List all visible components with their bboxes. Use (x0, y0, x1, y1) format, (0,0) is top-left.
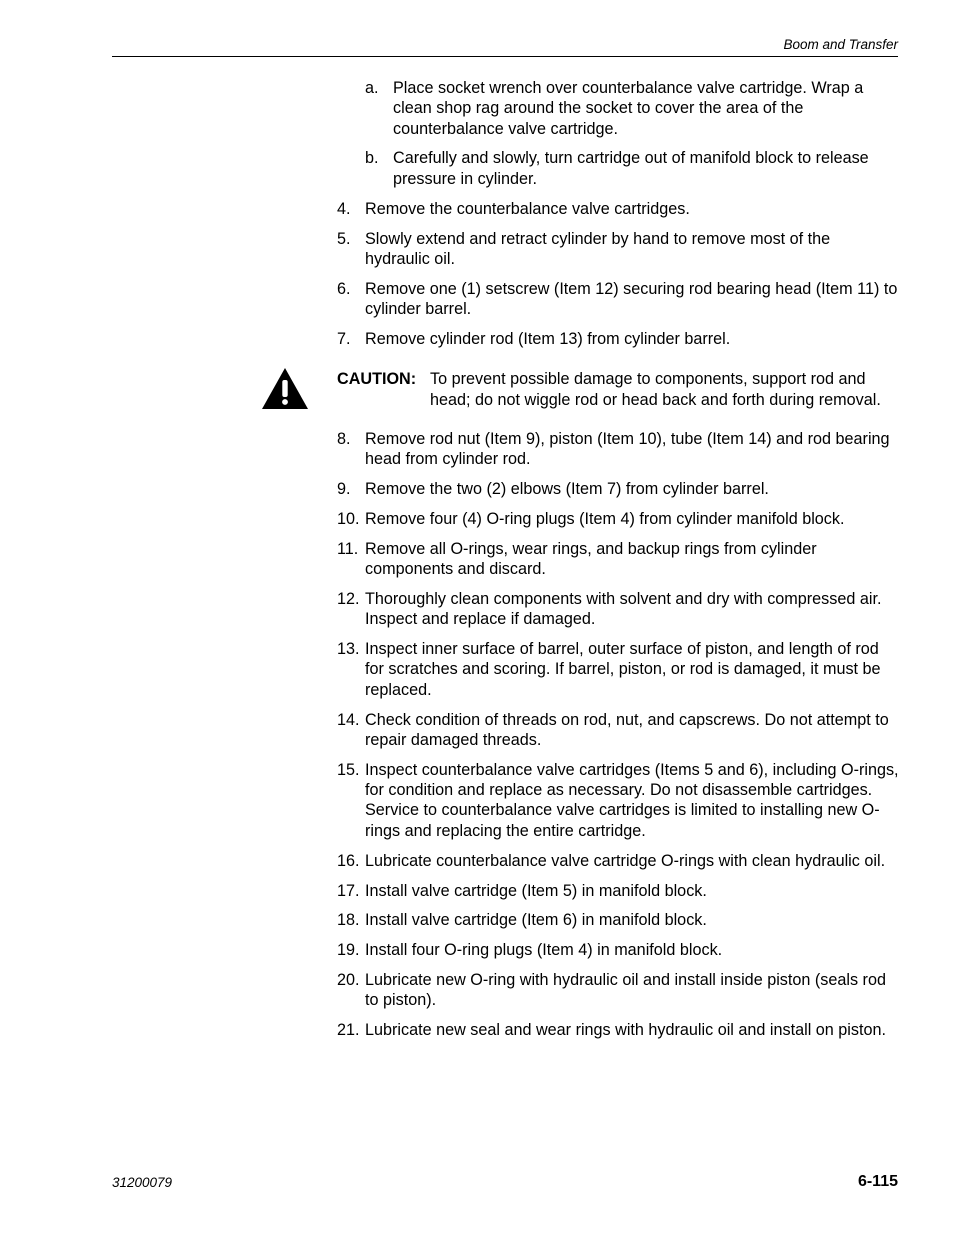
step-4 (337, 199, 899, 219)
step-number: 8. (337, 429, 351, 448)
step-number: 5. (337, 229, 351, 248)
step-number: 16. (337, 851, 360, 870)
caution-label: CAUTION: (337, 370, 417, 389)
step-10 (337, 509, 899, 529)
step-number: 17. (337, 881, 360, 900)
step-6 (337, 279, 899, 320)
step-number: 9. (337, 480, 351, 499)
caution-text: To prevent possible damage to components, support rod and head; do not wiggle rod or head back and forth during removal. (430, 370, 881, 409)
step-text: Lubricate new seal and wear rings with hydraulic oil and install on piston. (365, 1021, 886, 1040)
step-number: 6. (337, 279, 351, 298)
step-text: Check condition of threads on rod, nut, and capscrews. Do not attempt to repair damaged threads. (365, 710, 889, 749)
step-13 (337, 639, 899, 700)
step-7 (337, 329, 899, 349)
caution-block (337, 369, 899, 410)
step-18 (337, 910, 899, 930)
step-21 (337, 1020, 899, 1040)
step-text: Inspect counterbalance valve cartridges (Items 5 and 6), including O-rings, for condition and replace as necessary. Do not disassemble cartridges. Service to counterbalance valve cartridges is limited to installing new O-rings and replacing the entire cartridge. (365, 760, 899, 840)
step-20 (337, 970, 899, 1011)
step-text: Lubricate new O-ring with hydraulic oil and install inside piston (seals rod to piston). (365, 971, 886, 1010)
step-text: Slowly extend and retract cylinder by hand to remove most of the hydraulic oil. (365, 229, 831, 268)
step-text: Inspect inner surface of barrel, outer surface of piston, and length of rod for scratches and scoring. If barrel, piston, or rod is damaged, it must be replaced. (365, 640, 881, 699)
step-text: Remove one (1) setscrew (Item 12) securing rod bearing head (Item 11) to cylinder barrel. (365, 279, 898, 319)
step-text: Lubricate counterbalance valve cartridge O-rings with clean hydraulic oil. (365, 851, 886, 870)
step-text: Remove the two (2) elbows (Item 7) from cylinder barrel. (365, 480, 769, 499)
substep-a (365, 78, 899, 139)
step-14 (337, 710, 899, 751)
substep-b (365, 148, 899, 189)
substep-label: b. (365, 149, 379, 168)
step-17 (337, 881, 899, 901)
substep-text: Place socket wrench over counterbalance valve cartridge. Wrap a clean shop rag around the socket to cover the area of the counterbalance valve cartridge. (393, 79, 864, 138)
step-15 (337, 760, 899, 841)
step-number: 15. (337, 760, 360, 779)
step-number: 21. (337, 1021, 360, 1040)
step-11 (337, 539, 899, 580)
step-text: Remove the counterbalance valve cartridges. (365, 199, 690, 218)
step-number: 20. (337, 971, 360, 990)
substep-text: Carefully and slowly, turn cartridge out of manifold block to release pressure in cylinder. (393, 149, 869, 188)
step-number: 4. (337, 199, 351, 218)
procedure-content (337, 78, 899, 1050)
step-number: 7. (337, 329, 351, 348)
step-text: Remove cylinder rod (Item 13) from cylinder barrel. (365, 329, 731, 348)
step-number: 19. (337, 941, 360, 960)
step-text: Install valve cartridge (Item 6) in manifold block. (365, 911, 707, 930)
step-19 (337, 940, 899, 960)
step-number: 13. (337, 640, 360, 659)
step-text: Remove all O-rings, wear rings, and backup rings from cylinder components and discard. (365, 539, 817, 579)
section-title: Boom and Transfer (783, 37, 898, 52)
step-16 (337, 851, 899, 871)
step-8 (337, 429, 899, 470)
step-5 (337, 229, 899, 270)
page-number: 6-115 (857, 1173, 898, 1190)
step-text: Remove rod nut (Item 9), piston (Item 10), tube (Item 14) and rod bearing head from cylinder rod. (365, 429, 890, 469)
step-text: Thoroughly clean components with solvent and dry with compressed air. Inspect and replace if damaged. (365, 589, 882, 629)
step-text: Remove four (4) O-ring plugs (Item 4) from cylinder manifold block. (365, 509, 845, 528)
substep-label: a. (365, 79, 379, 97)
step-number: 18. (337, 911, 360, 930)
step-number: 11. (337, 539, 359, 558)
step-text: Install valve cartridge (Item 5) in manifold block. (365, 881, 707, 900)
step-number: 12. (337, 589, 360, 608)
step-number: 10. (337, 509, 360, 528)
step-9 (337, 479, 899, 499)
warning-triangle-icon (261, 367, 309, 411)
step-number: 14. (337, 710, 360, 729)
step-text: Install four O-ring plugs (Item 4) in manifold block. (365, 941, 723, 960)
document-number: 31200079 (112, 1175, 173, 1190)
step-12 (337, 589, 899, 630)
header-divider (112, 56, 898, 57)
